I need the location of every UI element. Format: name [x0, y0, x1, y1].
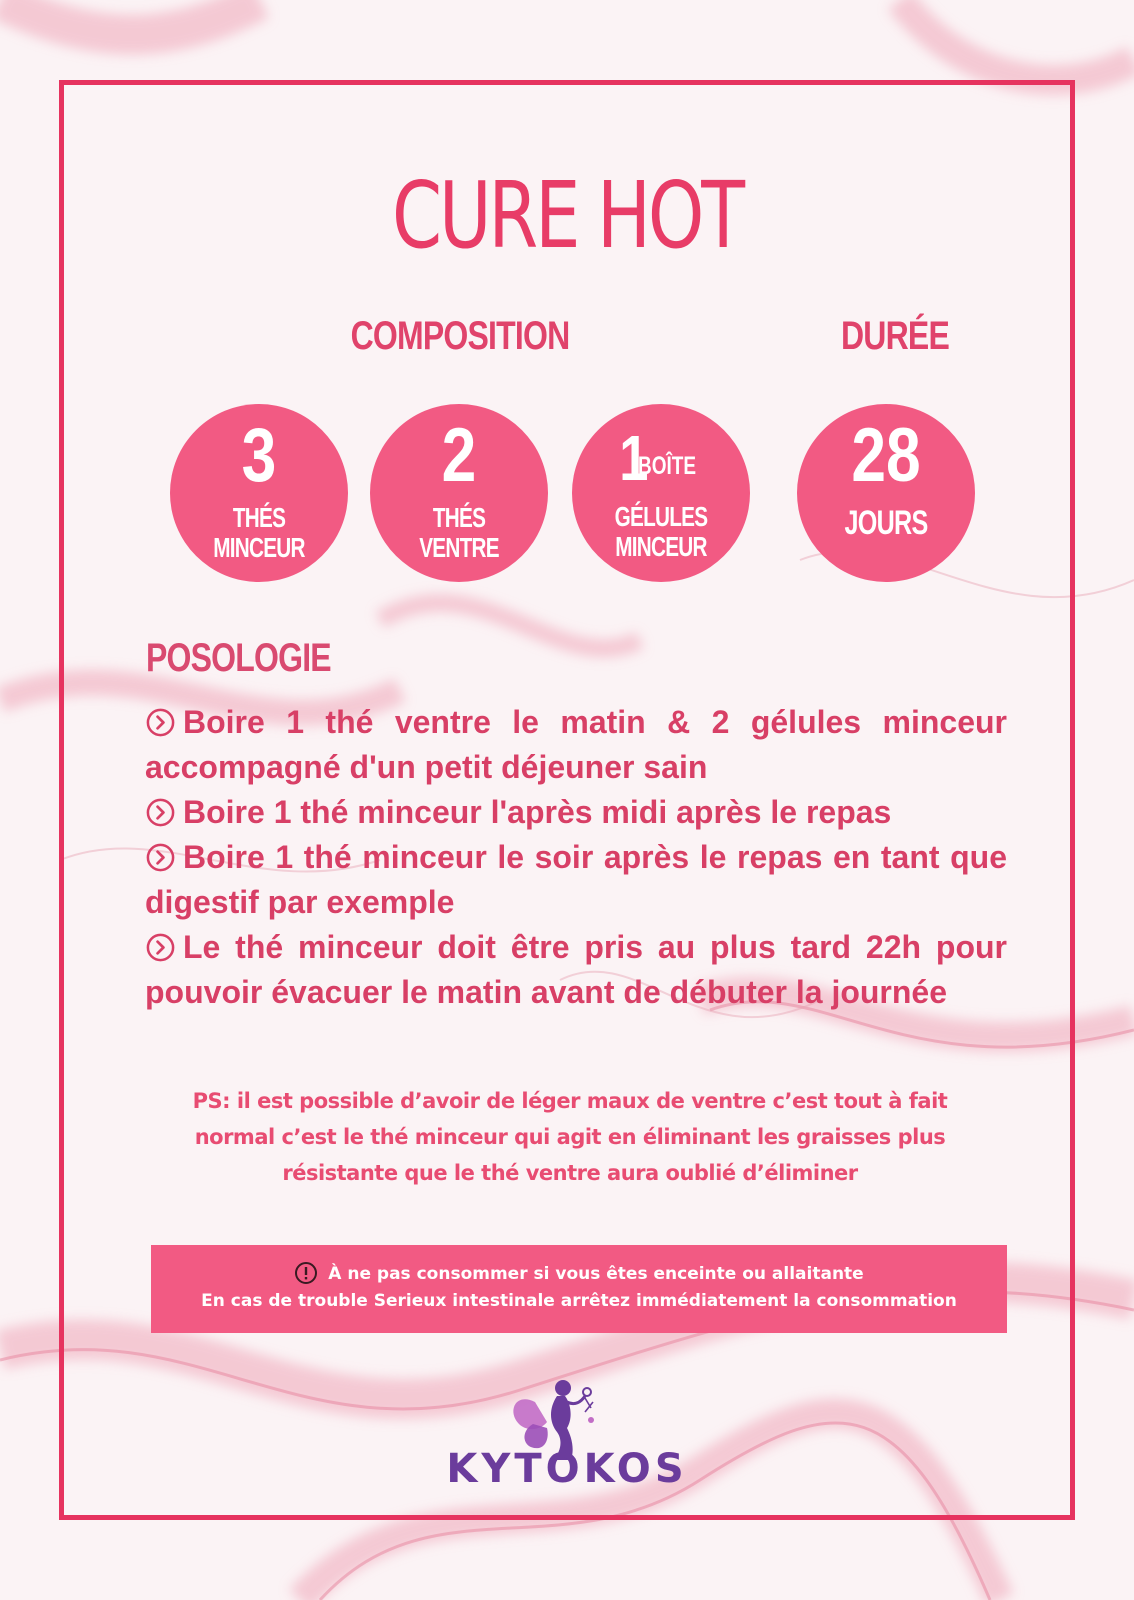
composition-circle-thes-minceur [170, 404, 348, 582]
duration-circle [797, 404, 975, 582]
composition-label [595, 502, 727, 562]
posologie-item-text: Boire 1 thé minceur l'après midi après le repas [183, 794, 892, 830]
composition-count: 1 [619, 422, 649, 494]
ps-note [140, 1083, 1000, 1191]
posologie-heading: POSOLOGIE [146, 636, 331, 680]
composition-count: 3 [241, 413, 277, 498]
composition-label: THÉS VENTRE [419, 502, 499, 563]
posologie-item [145, 925, 1007, 1015]
ps-line: normal c’est le thé minceur qui agit en éliminant les graisses plus [194, 1125, 946, 1149]
chevron-circle-right-icon [145, 797, 176, 828]
composition-count: 2 [441, 413, 477, 498]
composition-heading: COMPOSITION [350, 314, 570, 358]
exclamation-circle-icon [294, 1261, 318, 1285]
page-title: CURE HOT [392, 162, 742, 269]
warning-line [151, 1261, 1007, 1288]
chevron-circle-right-icon [145, 932, 176, 963]
duration-count: 28 [851, 413, 921, 498]
brand-name: KYTOKOS [446, 1446, 688, 1492]
posologie-item [145, 835, 1007, 925]
chevron-circle-right-icon [145, 842, 176, 873]
composition-label-line1: GÉLULES [614, 501, 708, 532]
composition-circle-gelules [572, 404, 750, 582]
composition-label-line2: MINCEUR [615, 531, 707, 562]
ps-line: PS: il est possible d’avoir de léger maux de ventre c’est tout à fait [192, 1089, 948, 1113]
posologie-item [145, 790, 1007, 835]
warning-line-2: En cas de trouble Serieux intestinale arrêtez immédiatement la consommation [201, 1291, 957, 1311]
ps-line: résistante que le thé ventre aura oublié d’éliminer [282, 1161, 858, 1185]
posologie-item-text: Boire 1 thé ventre le matin & 2 gélules minceur accompagné d'un petit déjeuner sain [145, 704, 1007, 785]
composition-unit: BOÎTE [638, 452, 697, 480]
posologie-item-text: Le thé minceur doit être pris au plus tard 22h pour pouvoir évacuer le matin avant de débuter la journée [145, 929, 1007, 1010]
posologie-item [145, 700, 1007, 790]
posologie-item-text: Boire 1 thé minceur le soir après le repas en tant que digestif par exemple [145, 839, 1007, 920]
composition-circle-thes-ventre [370, 404, 548, 582]
warning-banner [151, 1245, 1007, 1333]
posologie-list [145, 700, 1007, 1015]
chevron-circle-right-icon [145, 707, 176, 738]
composition-label: THÉS MINCEUR [213, 502, 305, 563]
duration-heading: DURÉE [840, 314, 950, 358]
warning-text: À ne pas consommer si vous êtes enceinte ou allaitante [328, 1264, 864, 1284]
duration-label: JOURS [844, 504, 928, 542]
